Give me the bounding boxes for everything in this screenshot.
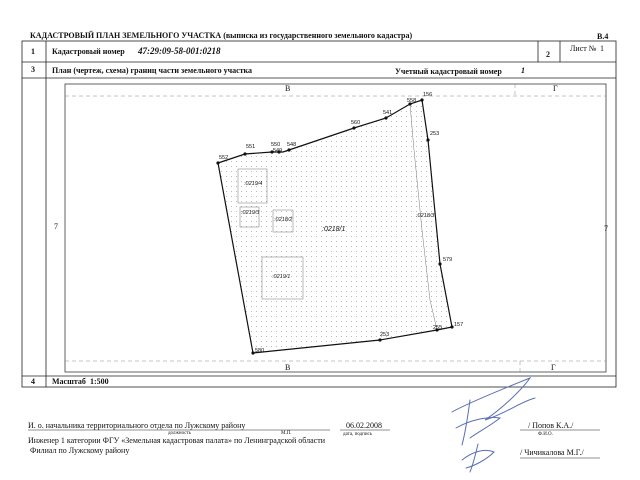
row-number-4: 4 [31,377,35,386]
row-number-3: 3 [31,65,35,74]
point-label: 253 [430,131,440,137]
point-label: 157 [454,322,464,328]
part-label: :0219/3 [241,210,260,216]
account-number: 1 [521,66,525,75]
scale-label: Масштаб [52,377,86,386]
signer2-name: / Чичикалова М.Г./ [520,448,584,457]
plan-side-left: 7 [54,222,58,231]
name-caption: Ф.И.О. [538,432,553,437]
signer1-name: / Попов К.А./ [528,421,574,430]
point-label: 551 [246,144,256,150]
part-label: :0218/3 [416,213,435,219]
plan-letter-bottom-left: В [285,363,291,372]
point-label: 560 [351,120,361,126]
point-label: 579 [443,257,453,263]
part-label: :0218/2 [274,217,293,223]
row-number-2: 2 [546,50,550,59]
form-code: В.4 [597,32,609,41]
account-number-label: Учетный кадастровый номер [395,67,502,76]
document-title: КАДАСТРОВЫЙ ПЛАН ЗЕМЕЛЬНОГО УЧАСТКА (выписка из государственного земельного кадастра) [30,31,413,40]
sheet-number: 1 [600,44,604,53]
point-label: 156 [423,92,433,98]
part-label: :0219/4 [244,181,263,187]
plan-side-right: 7 [604,224,608,233]
point-label: 580 [255,348,265,354]
point-label: 550 [271,142,281,148]
scale-value: 1:500 [90,377,109,386]
point-label: 548 [287,142,297,148]
cadastral-number: 47:29:09-58-001:0218 [138,46,221,56]
signing-date: 06.02.2008 [346,421,382,430]
main-parcel-label: :0218/1 [322,226,346,233]
signer2-position: Инженер 1 категории ФГУ «Земельная кадастровая палата» по Ленинградской области [28,436,325,445]
point-label: 552 [219,155,229,161]
plan-letter-top-right: Г [553,84,558,93]
row-number-1: 1 [31,47,35,56]
point-label: 549 [273,148,283,154]
date-caption: дата, подпись [343,432,373,437]
plan-label: План (чертеж, схема) границ части земельного участка [52,66,253,75]
sheet-label: Лист № [570,44,597,53]
signer2-branch: Филиал по Лужскому району [30,446,130,455]
signer1-position: И. о. начальника территориального отдела по Лужскому району [28,421,246,430]
plan-letter-top-left: В [285,84,291,93]
point-label: 253 [380,332,390,338]
signer1-position-caption: должность [168,431,191,436]
point-label: 255 [433,325,443,331]
cadastral-number-label: Кадастровый номер [52,47,125,56]
point-label: 541 [383,110,393,116]
part-label: :0219/1 [272,274,291,280]
point-label: 558 [407,98,417,104]
stamp-caption: М.П. [281,431,292,436]
plan-letter-bottom-right: Г [551,363,556,372]
